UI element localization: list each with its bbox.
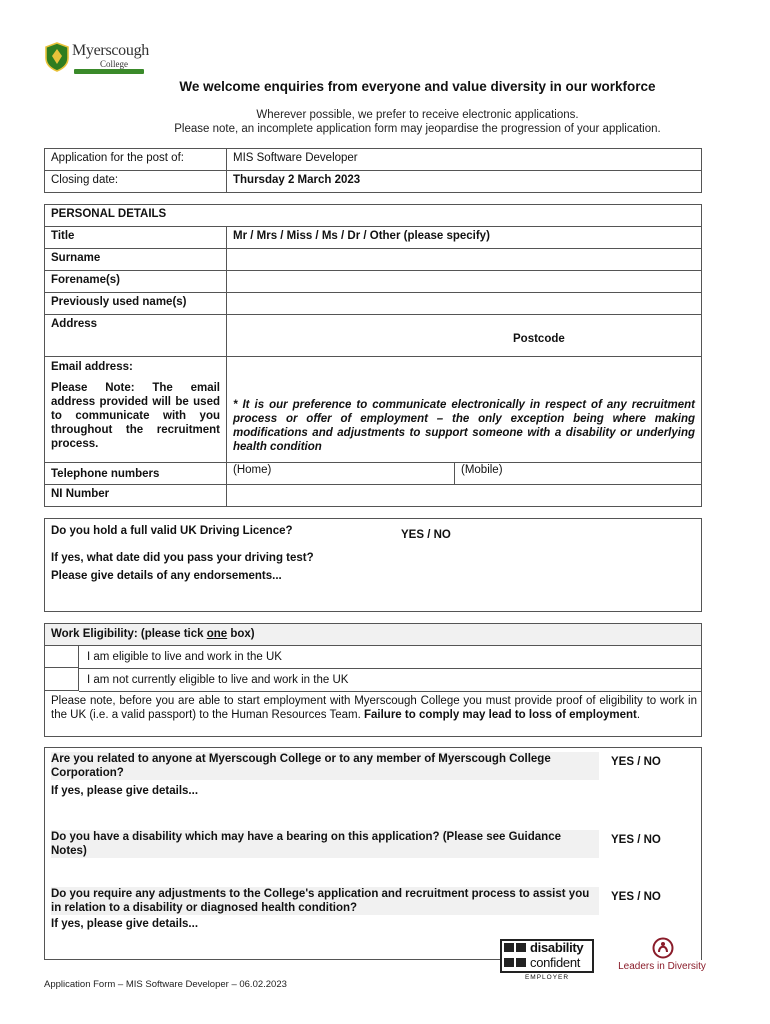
related-yes-no[interactable]: YES / NO: [611, 756, 661, 768]
postcode-label: Postcode: [513, 333, 565, 345]
address-field[interactable]: [227, 315, 702, 357]
divider: [79, 691, 701, 692]
title-label: Title: [45, 227, 227, 249]
dc-line-2: confident: [530, 955, 581, 970]
intro-line-2: Please note, an incomplete application form may jeopardise the progression of your application.: [174, 123, 661, 135]
dc-line-3: EMPLOYER: [524, 974, 570, 981]
telephone-label: Telephone numbers: [45, 463, 227, 485]
divider: [79, 668, 701, 669]
related-details: If yes, please give details...: [51, 785, 199, 797]
post-value[interactable]: MIS Software Developer: [227, 149, 702, 171]
logo-name: Myerscough: [72, 42, 149, 59]
driving-question: Do you hold a full valid UK Driving Licence?: [51, 525, 293, 537]
work-heading: Work Eligibility: (please tick one box): [45, 624, 701, 646]
personal-details-table: [44, 204, 702, 507]
personal-heading: PERSONAL DETAILS: [45, 205, 702, 227]
disability-question: Do you have a disability which may have a bearing on this application? (Please see Guidance Notes): [51, 830, 599, 858]
driving-date-question: If yes, what date did you pass your driving test?: [51, 552, 314, 564]
page-headline: We welcome enquiries from everyone and value diversity in our workforce: [179, 79, 656, 94]
email-field[interactable]: [227, 357, 702, 463]
lid-text: Leaders in Diversity: [618, 961, 706, 972]
declarations-box: [44, 747, 702, 960]
footer-text: Application Form – MIS Software Developer – 06.02.2023: [44, 979, 287, 990]
post-table: [44, 148, 702, 193]
closing-label: Closing date:: [45, 171, 227, 193]
adjustments-question: Do you require any adjustments to the College's application and recruitment process to assist you in relation to a disability or diagnosed health condition?: [51, 887, 599, 915]
home-phone-field[interactable]: [227, 463, 455, 485]
dc-square-icon: [516, 958, 526, 967]
dc-square-icon: [504, 943, 514, 952]
disability-yes-no[interactable]: YES / NO: [611, 834, 661, 846]
eligible-option-label: I am eligible to live and work in the UK: [87, 651, 282, 663]
adjustments-details: If yes, please give details...: [51, 918, 199, 930]
mobile-phone-field[interactable]: [455, 463, 702, 485]
previous-names-field[interactable]: [227, 293, 702, 315]
eligible-checkbox[interactable]: [45, 646, 79, 668]
email-label: Email address:: [51, 361, 133, 373]
logo-bar: [74, 69, 144, 74]
dc-square-icon: [516, 943, 526, 952]
previous-names-label: Previously used name(s): [45, 293, 227, 315]
forenames-label: Forename(s): [45, 271, 227, 293]
work-eligibility-box: [44, 623, 702, 737]
mobile-label: (Mobile): [461, 464, 503, 476]
forenames-field[interactable]: [227, 271, 702, 293]
driving-yes-no[interactable]: YES / NO: [401, 529, 451, 541]
related-question: Are you related to anyone at Myerscough College or to any member of Myerscough College Corporation?: [51, 752, 599, 780]
adjustments-yes-no[interactable]: YES / NO: [611, 891, 661, 903]
ni-label: NI Number: [45, 485, 227, 507]
box-bottom-border: [44, 959, 500, 960]
title-options[interactable]: Mr / Mrs / Miss / Ms / Dr / Other (please specify): [227, 227, 702, 249]
dc-line-1: disability: [530, 940, 584, 955]
not-eligible-checkbox[interactable]: [45, 668, 79, 691]
email-note: Please Note: The email address provided will be used to communicate with you throughout the recruitment process.: [51, 382, 220, 450]
surname-label: Surname: [45, 249, 227, 271]
college-logo: [44, 40, 154, 76]
diversity-emblem-icon: [652, 937, 674, 959]
address-label: Address: [45, 315, 227, 357]
driving-endorsements: Please give details of any endorsements...: [51, 570, 282, 582]
leaders-in-diversity-logo: [616, 937, 708, 977]
driving-licence-box: [44, 518, 702, 612]
disability-confident-logo: [500, 939, 594, 983]
closing-value[interactable]: Thursday 2 March 2023: [227, 171, 702, 193]
dc-square-icon: [504, 958, 514, 967]
crest-icon: [44, 42, 70, 72]
intro-line-1: Wherever possible, we prefer to receive electronic applications.: [256, 109, 579, 121]
home-label: (Home): [233, 464, 272, 476]
logo-sub: College: [100, 59, 128, 69]
post-label: Application for the post of:: [45, 149, 227, 171]
email-preference-note: * It is our preference to communicate electronically in respect of any recruitment process or offer of employment – the only exception being where making modifications and adjustments to support someone with a disability or underlying health condition: [233, 399, 695, 453]
ni-field[interactable]: [227, 485, 702, 507]
surname-field[interactable]: [227, 249, 702, 271]
email-cell: [45, 357, 227, 463]
work-eligibility-note: Please note, before you are able to start employment with Myerscough College you must provide proof of eligibility to work in the UK (i.e. a valid passport) to the Human Resources Team. Failure to comply may lead to loss of employment.: [51, 695, 697, 721]
not-eligible-option-label: I am not currently eligible to live and work in the UK: [87, 674, 349, 686]
